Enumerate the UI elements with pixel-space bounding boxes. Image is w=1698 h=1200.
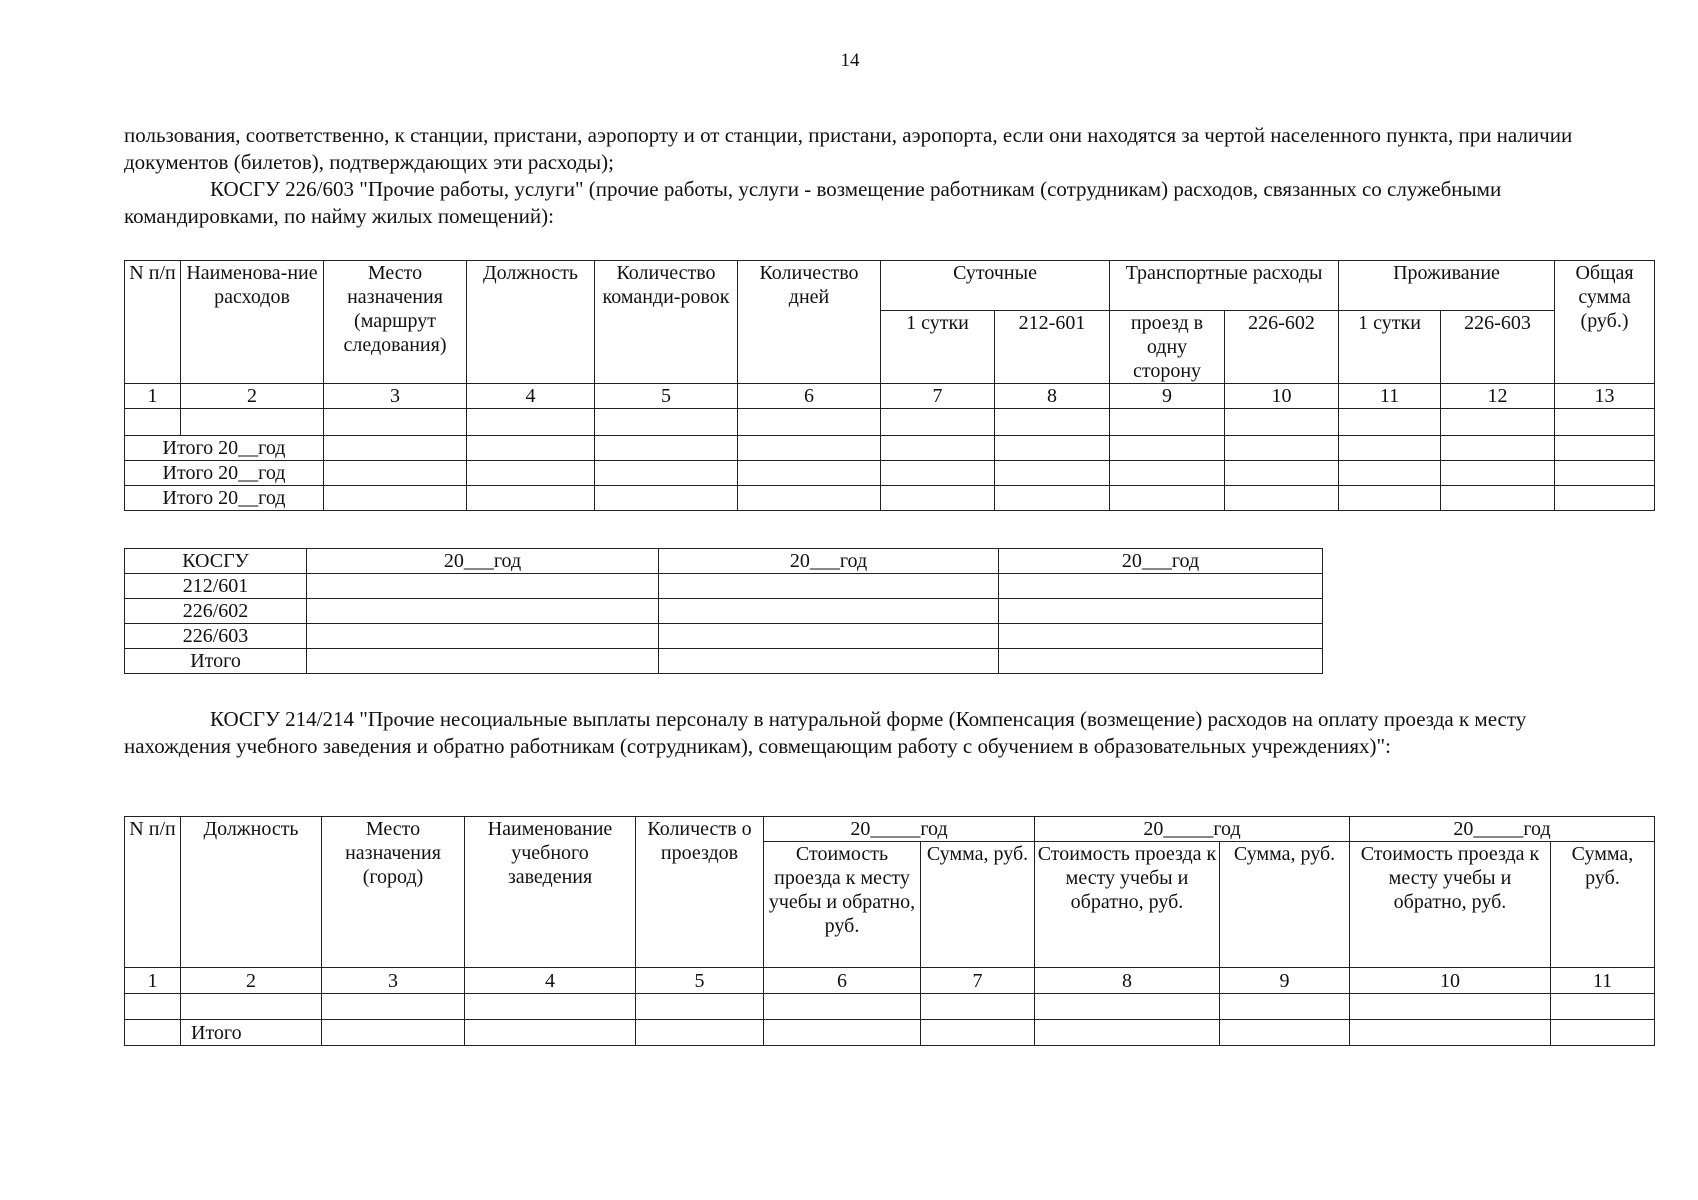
- table-cell[interactable]: [595, 436, 738, 461]
- table-cell[interactable]: [1441, 436, 1555, 461]
- header-school-name: Наименование учебного заведения: [465, 817, 636, 968]
- table-cell[interactable]: [636, 994, 764, 1020]
- total-row: [125, 649, 1323, 674]
- table-cell[interactable]: [1110, 486, 1225, 511]
- table-study-travel: [124, 816, 1655, 1046]
- table-cell[interactable]: [1555, 461, 1655, 486]
- table-cell[interactable]: [1220, 1020, 1350, 1046]
- table-cell[interactable]: [465, 1020, 636, 1046]
- table-cell[interactable]: [659, 624, 999, 649]
- table-cell[interactable]: [738, 486, 881, 511]
- table-cell[interactable]: [1339, 409, 1441, 436]
- total-label: Итого 20__год: [125, 461, 324, 486]
- column-number: 1: [125, 968, 181, 994]
- table-cell[interactable]: [1551, 994, 1655, 1020]
- subheader-daily-code: 212-601: [995, 311, 1110, 384]
- table-cell[interactable]: [999, 649, 1323, 674]
- header-daily-allowance: Суточные: [881, 261, 1110, 311]
- column-number: 11: [1551, 968, 1655, 994]
- table-cell[interactable]: [1555, 409, 1655, 436]
- kosgu-code: 226/603: [125, 624, 307, 649]
- header-num: N п/п: [125, 817, 181, 968]
- table-cell[interactable]: [1035, 1020, 1220, 1046]
- header-destination-city: Место назначения (город): [322, 817, 465, 968]
- table-cell[interactable]: [1225, 436, 1339, 461]
- subheader-transport-code: 226-602: [1225, 311, 1339, 384]
- total-row: [125, 486, 1655, 511]
- table-cell[interactable]: [1225, 409, 1339, 436]
- subheader-sum: Сумма, руб.: [1220, 842, 1350, 968]
- table-cell[interactable]: [324, 461, 467, 486]
- table-cell[interactable]: [595, 486, 738, 511]
- table-cell[interactable]: [738, 461, 881, 486]
- column-number: 11: [1339, 384, 1441, 409]
- table-cell[interactable]: [995, 486, 1110, 511]
- table-cell[interactable]: [1339, 436, 1441, 461]
- table-cell[interactable]: [1441, 409, 1555, 436]
- header-position: Должность: [467, 261, 595, 384]
- table-cell[interactable]: [1441, 486, 1555, 511]
- table-cell[interactable]: [1350, 1020, 1551, 1046]
- table-cell[interactable]: [324, 409, 467, 436]
- table-cell[interactable]: [1555, 436, 1655, 461]
- column-number: 3: [324, 384, 467, 409]
- subheader-lodging-code: 226-603: [1441, 311, 1555, 384]
- table-row: [125, 624, 1323, 649]
- header-trip-count: Количеств о проездов: [636, 817, 764, 968]
- table-cell[interactable]: [181, 409, 324, 436]
- subheader-sum: Сумма, руб.: [1551, 842, 1655, 968]
- header-year: 20_____год: [1350, 817, 1655, 842]
- table-cell[interactable]: [881, 461, 995, 486]
- table-row: [125, 574, 1323, 599]
- table-cell[interactable]: [307, 599, 659, 624]
- table-header-row: [125, 549, 1323, 574]
- column-number: 5: [636, 968, 764, 994]
- header-year: 20_____год: [1035, 817, 1350, 842]
- table-cell[interactable]: [1220, 994, 1350, 1020]
- table-cell[interactable]: [307, 624, 659, 649]
- table-cell[interactable]: [881, 436, 995, 461]
- total-label: Итого 20__год: [125, 436, 324, 461]
- table-cell[interactable]: [764, 1020, 921, 1046]
- header-num: N п/п: [125, 261, 181, 384]
- total-row: [125, 1020, 1655, 1046]
- table-cell[interactable]: [1110, 436, 1225, 461]
- page-number: 14: [840, 50, 860, 71]
- column-number: 1: [125, 384, 181, 409]
- subheader-daily-day: 1 сутки: [881, 311, 995, 384]
- table-row: [125, 409, 1655, 436]
- table-cell[interactable]: [921, 1020, 1035, 1046]
- table-cell[interactable]: [1441, 461, 1555, 486]
- column-number: 8: [1035, 968, 1220, 994]
- table-cell[interactable]: [659, 599, 999, 624]
- table-cell[interactable]: [921, 994, 1035, 1020]
- column-number: 9: [1220, 968, 1350, 994]
- paragraph-intro: пользования, соответственно, к станции, пристани, аэропорту и от станции, пристани, аэропорта, если они находятся за чертой населенного пункта, при наличии документов (билетов), подтверждающих эти расходы);: [124, 123, 1573, 174]
- table-cell[interactable]: [595, 409, 738, 436]
- table-cell[interactable]: [738, 409, 881, 436]
- table-cell[interactable]: [324, 436, 467, 461]
- table-cell[interactable]: [324, 486, 467, 511]
- table-row: [125, 599, 1323, 624]
- column-number: 10: [1350, 968, 1551, 994]
- column-number: 2: [181, 968, 322, 994]
- table-cell[interactable]: [995, 461, 1110, 486]
- table-cell[interactable]: [125, 409, 181, 436]
- subheader-cost: Стоимость проезда к месту учебы и обратно, руб.: [1350, 842, 1551, 968]
- column-number: 12: [1441, 384, 1555, 409]
- header-year: 20_____год: [764, 817, 1035, 842]
- table-cell[interactable]: [764, 994, 921, 1020]
- total-row: [125, 461, 1655, 486]
- table-cell[interactable]: [999, 624, 1323, 649]
- header-trip-count: Количество команди-ровок: [595, 261, 738, 384]
- table-cell[interactable]: [307, 574, 659, 599]
- table-cell[interactable]: [125, 994, 181, 1020]
- column-number: 13: [1555, 384, 1655, 409]
- subheader-cost: Стоимость проезда к месту учебы и обратно, руб.: [1035, 842, 1220, 968]
- table-cell[interactable]: [467, 436, 595, 461]
- table-cell[interactable]: [881, 409, 995, 436]
- table-cell[interactable]: [1339, 461, 1441, 486]
- table-cell[interactable]: [1350, 994, 1551, 1020]
- header-kosgu: КОСГУ: [125, 549, 307, 574]
- table-cell[interactable]: [999, 574, 1323, 599]
- column-number: 7: [921, 968, 1035, 994]
- table-cell[interactable]: [999, 599, 1323, 624]
- kosgu-code: 226/602: [125, 599, 307, 624]
- column-number: 6: [738, 384, 881, 409]
- subheader-transport-oneway: проезд в одну сторону: [1110, 311, 1225, 384]
- column-number: 4: [465, 968, 636, 994]
- table-cell[interactable]: [181, 994, 322, 1020]
- column-number: 9: [1110, 384, 1225, 409]
- table-cell[interactable]: [881, 486, 995, 511]
- table-cell[interactable]: [322, 994, 465, 1020]
- column-number-row: [125, 384, 1655, 409]
- total-label: Итого: [181, 1020, 322, 1046]
- total-label: Итого 20__год: [125, 486, 324, 511]
- table-cell[interactable]: [465, 994, 636, 1020]
- table-cell[interactable]: [595, 461, 738, 486]
- column-number: 2: [181, 384, 324, 409]
- table-cell[interactable]: [636, 1020, 764, 1046]
- table-cell[interactable]: [1035, 994, 1220, 1020]
- header-year: 20___год: [307, 549, 659, 574]
- table-cell[interactable]: [322, 1020, 465, 1046]
- table-cell[interactable]: [1339, 486, 1441, 511]
- header-position: Должность: [181, 817, 322, 968]
- column-number: 10: [1225, 384, 1339, 409]
- paragraph-kosgu-214-214: КОСГУ 214/214 "Прочие несоциальные выплаты персоналу в натуральной форме (Компенсация (возмещение) расходов на оплату проезда к месту нахождения учебного заведения и обратно работникам (сотрудникам), совмещающим работу с обучением в образовательных учреждениях)":: [124, 707, 1527, 758]
- table-business-trips: [124, 260, 1655, 511]
- header-transport: Транспортные расходы: [1110, 261, 1339, 311]
- kosgu-code: 212/601: [125, 574, 307, 599]
- header-destination: Место назначения (маршрут следования): [324, 261, 467, 384]
- header-day-count: Количество дней: [738, 261, 881, 384]
- header-lodging: Проживание: [1339, 261, 1555, 311]
- table-cell[interactable]: [467, 461, 595, 486]
- total-label: Итого: [125, 649, 307, 674]
- header-year: 20___год: [999, 549, 1323, 574]
- paragraph-kosgu-226-603: КОСГУ 226/603 "Прочие работы, услуги" (прочие работы, услуги - возмещение работникам (сотрудникам) расходов, связанных со служебными командировками, по найму жилых помещений):: [124, 177, 1502, 228]
- table-cell[interactable]: [1110, 409, 1225, 436]
- table-cell[interactable]: [1225, 461, 1339, 486]
- header-total-sum: Общая сумма (руб.): [1555, 261, 1655, 384]
- header-expense-name: Наименова-ние расходов: [181, 261, 324, 384]
- table-cell[interactable]: [467, 486, 595, 511]
- table-cell[interactable]: [1551, 1020, 1655, 1046]
- column-number: 4: [467, 384, 595, 409]
- subheader-lodging-day: 1 сутки: [1339, 311, 1441, 384]
- column-number: 7: [881, 384, 995, 409]
- table-cell[interactable]: [659, 574, 999, 599]
- column-number: 3: [322, 968, 465, 994]
- table-cell[interactable]: [995, 409, 1110, 436]
- column-number: 8: [995, 384, 1110, 409]
- table-cell[interactable]: [738, 436, 881, 461]
- table-row: [125, 994, 1655, 1020]
- column-number: 5: [595, 384, 738, 409]
- table-kosgu-summary: [124, 548, 1323, 674]
- table-cell[interactable]: [307, 649, 659, 674]
- subheader-sum: Сумма, руб.: [921, 842, 1035, 968]
- table-cell[interactable]: [659, 649, 999, 674]
- total-row: [125, 436, 1655, 461]
- table-cell[interactable]: [467, 409, 595, 436]
- table-cell[interactable]: [125, 1020, 181, 1046]
- subheader-cost: Стоимость проезда к месту учебы и обратно, руб.: [764, 842, 921, 968]
- column-number-row: [125, 968, 1655, 994]
- table-cell[interactable]: [1225, 486, 1339, 511]
- column-number: 6: [764, 968, 921, 994]
- header-year: 20___год: [659, 549, 999, 574]
- table-cell[interactable]: [995, 436, 1110, 461]
- table-cell[interactable]: [1555, 486, 1655, 511]
- table-cell[interactable]: [1110, 461, 1225, 486]
